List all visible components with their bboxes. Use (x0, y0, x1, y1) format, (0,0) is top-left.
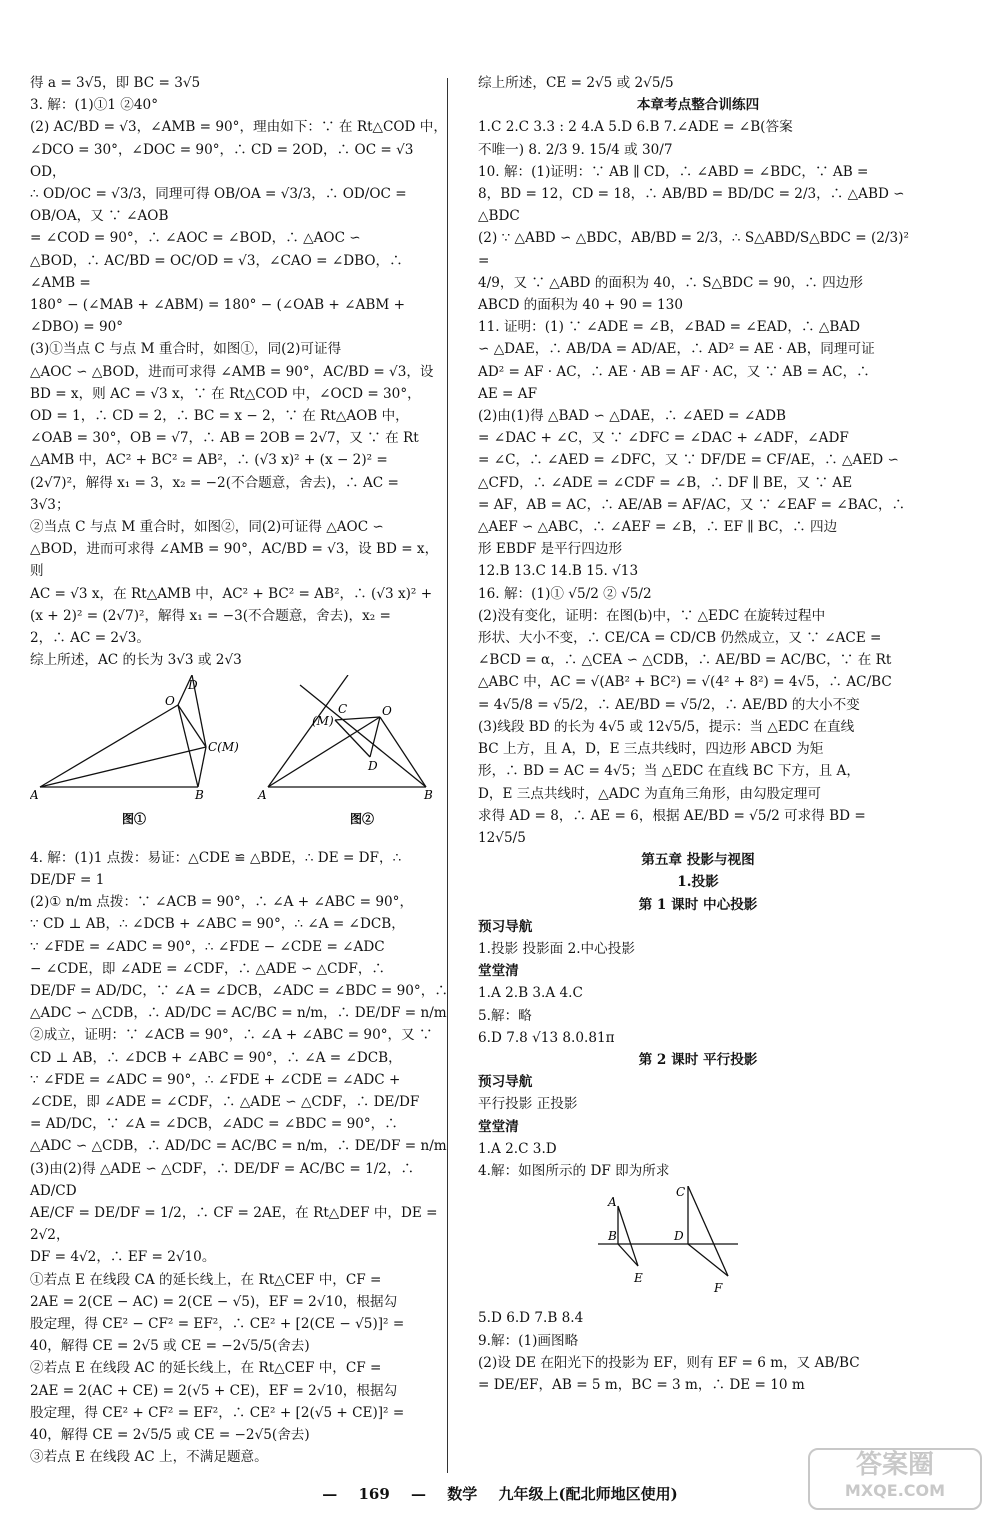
page-number: 169 (358, 1485, 390, 1503)
lesson-title: 1.投影 (677, 874, 719, 891)
answer-line: = ∠DAC + ∠C，又 ∵ ∠DFC = ∠DAC + ∠ADF，∠ADF (478, 430, 849, 447)
answer-line: ①若点 E 在线段 CA 的延长线上，在 Rt△CEF 中，CF = (30, 1271, 382, 1288)
answer-line: 堂堂清 (478, 963, 519, 980)
answer-line: AE = AF (478, 385, 538, 402)
answer-line: (2)① n/m 点拨：∵ ∠ACB = 90°，∴ ∠A + ∠ABC = 90°， (30, 894, 414, 911)
answer-line: 预习导航 (478, 1074, 533, 1091)
answer-line: = DE/EF，AB = 5 m，BC = 3 m，∴ DE = 10 m (478, 1376, 805, 1393)
fig1-label-cm: C(M) (208, 740, 239, 755)
lesson2-answers-continued (478, 1307, 918, 1396)
answer-line: AE/CF = DE/DF = 1/2，∴ CF = 2AE，在 Rt△DEF 中，DE = 2√2， (30, 1204, 438, 1244)
answer-line: 40，解得 CE = 2√5 或 CE = −2√5/5(舍去) (30, 1338, 310, 1355)
answer-line: 11. 证明：(1) ∵ ∠ADE = ∠B，∠BAD = ∠EAD，∴ △BAD (478, 319, 861, 336)
answer-line: ABCD 的面积为 40 + 90 = 130 (478, 297, 683, 314)
projection-line-df (688, 1244, 728, 1276)
answer-line: 9.解：(1)画图略 (478, 1332, 579, 1349)
answer-line: 股定理，得 CE² + CF² = EF²，∴ CE² + [2(√5 + CE)]² = (30, 1404, 405, 1421)
right-answer-block-top (478, 72, 918, 94)
right-answer-block-mid (478, 116, 918, 849)
answer-line: (2) ∵ △ABD ∽ △BDC，AB/BD = 2/3，∴ S△ABD/S△BDC = (2/3)² = (478, 230, 909, 269)
proj-label-e: E (634, 1271, 643, 1286)
answer-line: DE/DF = AD/DC，∵ ∠A = ∠DCB，∠ADC = ∠BDC = 90°，∴ (30, 982, 448, 999)
answer-line: 形 EBDF 是平行四边形 (478, 541, 623, 558)
answer-line: (3)①当点 C 与点 M 重合时，如图①，同(2)可证得 (30, 341, 342, 358)
fig2-line-cb (300, 685, 426, 787)
answer-line: △BOD，∴ AC/BD = OC/OD = √3，∠CAO = ∠DBO，∴ ∠AMB = (30, 252, 403, 291)
answer-line: 形，∴ BD = AC = 4√5；当 △EDC 在直线 BC 下方，且 A， (478, 763, 860, 780)
answer-line: 平行投影 正投影 (478, 1096, 578, 1113)
answer-line: △ABC 中，AC = √(AB² + BC²) = √(4² + 8²) = 4√5，∴ AC/BC (478, 674, 892, 691)
fig1-caption: 图① (122, 812, 147, 827)
fig1-label-d: D (188, 678, 198, 693)
answer-line: 6.D 7.8 √13 8.0.81π (478, 1029, 615, 1046)
answer-line: 堂堂清 (478, 1118, 519, 1135)
answer-line: = AF，AB = AC，∴ AE/AB = AF/AC，又 ∵ ∠EAF = ∠BAC，∴ (478, 496, 906, 513)
answer-line: 180° − (∠MAB + ∠ABM) = 180° − (∠OAB + ∠ABM + (30, 297, 405, 314)
answer-line: 16. 解：(1)① √5/2 ② √5/2 (478, 585, 652, 602)
watermark-line2: MXQE.COM (844, 1481, 946, 1500)
answer-line: (2)设 DE 在阳光下的投影为 EF，则有 EF = 6 m，又 AB/BC (478, 1354, 860, 1371)
answer-line: ∵ ∠FDE = ∠ADC = 90°，∴ ∠FDE − ∠CDE = ∠ADC (30, 938, 385, 955)
left-column (30, 72, 450, 1468)
fig1-line-ac (40, 747, 206, 787)
answer-line: D，E 三点共线时，△ADC 为直角三角形，由勾股定理可 (478, 785, 821, 802)
answer-line: (2) AC/BD = √3，∠AMB = 90°，理由如下：∵ 在 Rt△COD 中， (30, 119, 447, 136)
answer-line: ∠CDE，即 ∠ADE = ∠CDF，∴ △ADE ∽ △CDF，∴ DE/DF (30, 1093, 420, 1110)
answer-line: 12.B 13.C 14.B 15. √13 (478, 563, 639, 580)
answer-line: △ADC ∽ △CDB，∴ AD/DC = AC/BC = n/m，∴ DE/DF = n/m (30, 1005, 447, 1022)
answer-line: AC = √3 x，在 Rt△AMB 中，AC² + BC² = AB²，∴ (√3 x)² + (30, 585, 433, 602)
answer-line: 40，解得 CE = 2√5/5 或 CE = −2√5(舍去) (30, 1426, 310, 1443)
lesson2-answers (478, 1071, 918, 1182)
answer-line: = 4√5/8 = √5/2，∴ AE/BD = √5/2，∴ AE/BD 的大小不变 (478, 696, 860, 713)
fig2-label-d: D (368, 759, 378, 774)
answer-line: ②成立，证明：∵ ∠ACB = 90°，∴ ∠A + ∠ABC = 90°，又 ∵ (30, 1027, 433, 1044)
chapter-title: 第五章 投影与视图 (641, 852, 755, 869)
answer-line: (2)没有变化，证明：在图(b)中，∵ △EDC 在旋转过程中 (478, 607, 826, 624)
fig1-label-b: B (195, 788, 204, 803)
answer-line: ③若点 E 在线段 AC 上，不满足题意。 (30, 1449, 268, 1466)
answer-line: 8，BD = 12，CD = 18，∴ AB/BD = BD/DC = 2/3，∴ △ABD ∽ (478, 186, 905, 203)
footer-grade: 九年级上(配北师地区使用) (498, 1485, 678, 1503)
answer-line: △BOD，进而可求得 ∠AMB = 90°，AC/BD = √3，设 BD = x，则 (30, 541, 439, 580)
right-column (478, 72, 918, 1396)
answer-line: ∵ CD ⊥ AB，∴ ∠DCB + ∠ABC = 90°，∴ ∠A = ∠DCB， (30, 916, 405, 933)
fig1-label-a: A (30, 788, 39, 803)
answer-line: (2√7)²，解得 x₁ = 3，x₂ = −2(不合题意，舍去)，∴ AC = (30, 474, 399, 491)
answer-line: 2AE = 2(CE − AC) = 2(CE − √5)，EF = 2√10，根据勾 (30, 1293, 398, 1310)
fig1-label-o: O (165, 694, 175, 709)
answer-line: 4. 解：(1)1 点拨：易证：△CDE ≌ △BDE，∴ DE = DF，∴ (30, 849, 402, 866)
answer-line: − ∠CDE，即 ∠ADE = ∠CDF，∴ △ADE ∽ △CDF，∴ (30, 960, 386, 977)
answer-line: 3√3； (30, 496, 70, 513)
answer-line: 4.解：如图所示的 DF 即为所求 (478, 1162, 670, 1179)
answer-line: △BDC (478, 208, 520, 225)
fig1-line-ao (40, 705, 178, 787)
watermark-line1: 答案圈 (855, 1450, 934, 1480)
answer-line: 2，∴ AC = 2√3。 (30, 630, 150, 647)
section-title: 本章考点整合训练四 (636, 97, 760, 114)
answer-line: 求得 AD = 8，∴ AE = 6，根据 AE/BD = √5/2 可求得 BD = (478, 807, 866, 824)
lesson1-title: 第 1 课时 中心投影 (638, 896, 758, 913)
answer-line: = AD/DC，∵ ∠A = ∠DCB，∠ADC = ∠BDC = 90°，∴ (30, 1116, 398, 1133)
answer-line: 1.投影 投影面 2.中心投影 (478, 940, 635, 957)
answer-line: 4/9，又 ∵ △ABD 的面积为 40，∴ S△BDC = 90，∴ 四边形 (478, 274, 863, 291)
answer-line: 1.A 2.B 3.A 4.C (478, 985, 583, 1002)
answer-line: ∵ ∠FDE = ∠ADC = 90°，∴ ∠FDE + ∠CDE = ∠ADC + (30, 1071, 401, 1088)
page-footer: — 169 — 数学 九年级上(配北师地区使用) (322, 1485, 678, 1503)
fig2-label-o: O (382, 704, 392, 719)
proj-label-d: D (674, 1229, 684, 1244)
answer-line: △CFD，∴ ∠ADE = ∠CDF = ∠B，∴ DF ∥ BE，又 ∵ AE (478, 474, 853, 491)
answer-line: (3)线段 BD 的长为 4√5 或 12√5/5，提示：当 △EDC 在直线 (478, 718, 855, 735)
footer-subject: 数学 (447, 1485, 478, 1503)
watermark-logo (808, 1448, 982, 1510)
answer-line: 综上所述，CE = 2√5 或 2√5/5 (478, 75, 674, 91)
answer-line: ∠DCO = 30°，∠DOC = 90°，∴ CD = 2OD，∴ OC = √3 OD， (30, 141, 414, 180)
answer-line: = ∠C，∴ ∠AED = ∠DFC，又 ∵ DF/DE = CF/AE，∴ △AED ∽ (478, 452, 899, 469)
answer-line: 12√5/5 (478, 829, 526, 846)
answer-line: 5.D 6.D 7.B 8.4 (478, 1310, 584, 1327)
answer-line: ∽ △DAE，∴ AB/DA = AD/AE，∴ AD² = AE · AB，同理可证 (478, 341, 875, 358)
answer-line: ②若点 E 在线段 AC 的延长线上，在 Rt△CEF 中，CF = (30, 1360, 382, 1377)
fig2-line-cd (335, 720, 370, 757)
proj-label-b: B (608, 1229, 617, 1244)
answer-line: ∠OAB = 30°，OB = √7，∴ AB = 2OB = 2√7，又 ∵ 在 Rt (30, 430, 419, 447)
answer-line: 不唯一) 8. 2/3 9. 15/4 或 30/7 (478, 141, 673, 158)
fig2-line-ob (380, 717, 426, 787)
left-answer-block-b (30, 847, 450, 1469)
answer-line: BD = x，则 AC = √3 x，∵ 在 Rt△COD 中，∠OCD = 30°， (30, 385, 421, 402)
answer-line: AD² = AF · AC，∴ AE · AB = AF · AC，又 ∵ AB = AC，∴ (478, 363, 870, 380)
proj-label-c: C (676, 1186, 686, 1200)
fig2-label-b: B (424, 788, 433, 803)
answer-line: BC 上方，且 A，D，E 三点共线时，四边形 ABCD 为矩 (478, 741, 824, 758)
lesson1-answers (478, 916, 918, 1049)
answer-line: (3)由(2)得 △ADE ∽ △CDF，∴ DE/DF = AC/BC = 1/2，∴ AD/CD (30, 1160, 415, 1199)
left-answer-block-a (30, 72, 450, 671)
answer-line: △AEF ∽ △ABC，∴ ∠AEF = ∠B，∴ EF ∥ BC，∴ 四边 (478, 519, 838, 536)
projection-figure (478, 1186, 778, 1296)
answer-line: ∠BCD = α，∴ △CEA ∽ △CDB，∴ AE/BD = AC/BC，∵ 在 Rt (478, 652, 892, 669)
fig2-label-m: (M) (312, 714, 334, 729)
answer-line: (2)由(1)得 △BAD ∽ △DAE，∴ ∠AED = ∠ADB (478, 408, 786, 425)
answer-line: 股定理，得 CE² − CF² = EF²，∴ CE² + [2(CE − √5)]² = (30, 1315, 405, 1332)
answer-line: 预习导航 (478, 918, 533, 935)
answer-line: 得 a = 3√5，即 BC = 3√5 (30, 75, 201, 91)
answer-line: △ADC ∽ △CDB，∴ AD/DC = AC/BC = n/m，∴ DE/DF = n/m (30, 1138, 447, 1155)
geometry-figures (30, 675, 440, 835)
fig2-label-a: A (258, 788, 267, 803)
proj-label-a: A (608, 1195, 617, 1210)
fig2-caption: 图② (350, 812, 375, 827)
figure-1 (40, 675, 206, 787)
figure-2 (268, 675, 426, 787)
answer-line: 1.C 2.C 3.3 : 2 4.A 5.D 6.B 7.∠ADE = ∠B(答案 (478, 119, 793, 136)
fig1-line-cb (198, 747, 206, 787)
answer-line: (x + 2)² = (2√7)²，解得 x₁ = −3(不合题意，舍去)，x₂ = (30, 607, 391, 624)
projection-line-ae (618, 1206, 638, 1266)
answer-line: CD ⊥ AB，∴ ∠DCB + ∠ABC = 90°，∴ ∠A = ∠DCB， (30, 1049, 402, 1066)
answer-line: OD = 1，∴ CD = 2，∴ BC = x − 2，∵ 在 Rt△AOB 中， (30, 408, 409, 425)
answer-line: 5.解：略 (478, 1007, 532, 1024)
answer-line: = ∠COD = 90°，∴ ∠AOC = ∠BOD，∴ △AOC ∽ (30, 230, 361, 247)
answer-line: ∠DBO) = 90° (30, 319, 124, 336)
answer-line: 3. 解：(1)①1 ②40° (30, 97, 158, 114)
fig1-line-ob (178, 705, 198, 787)
answer-line: 形状、大小不变，∴ CE/CA = CD/CB 仍然成立，又 ∵ ∠ACE = (478, 630, 882, 647)
fig2-label-c: C (338, 702, 348, 717)
answer-line: 综上所述，AC 的长为 3√3 或 2√3 (30, 652, 242, 669)
answer-line: ②当点 C 与点 M 重合时，如图②，同(2)可证得 △AOC ∽ (30, 519, 384, 536)
answer-line: 1.A 2.C 3.D (478, 1140, 557, 1157)
answer-line: △AOC ∽ △BOD，进而可求得 ∠AMB = 90°，AC/BD = √3，设 (30, 363, 434, 380)
answer-line: 2AE = 2(AC + CE) = 2(√5 + CE)，EF = 2√10，根据勾 (30, 1382, 398, 1399)
proj-label-f: F (714, 1281, 723, 1296)
answer-line: 10. 解：(1)证明：∵ AB ∥ CD，∴ ∠ABD = ∠BDC，∵ AB = (478, 163, 869, 180)
answer-line: △AMB 中，AC² + BC² = AB²，∴ (√3 x)² + (x − 2)² = (30, 452, 388, 469)
answer-line: DF = 4√2，∴ EF = 2√10。 (30, 1249, 216, 1266)
answer-line: ∴ OD/OC = √3/3，同理可得 OB/OA = √3/3，∴ OD/OC = OB/OA，又 ∵ ∠AOB (30, 186, 407, 225)
projection-line-cf (688, 1186, 728, 1276)
lesson2-title: 第 2 课时 平行投影 (638, 1051, 758, 1068)
answer-line: DE/DF = 1 (30, 871, 105, 888)
